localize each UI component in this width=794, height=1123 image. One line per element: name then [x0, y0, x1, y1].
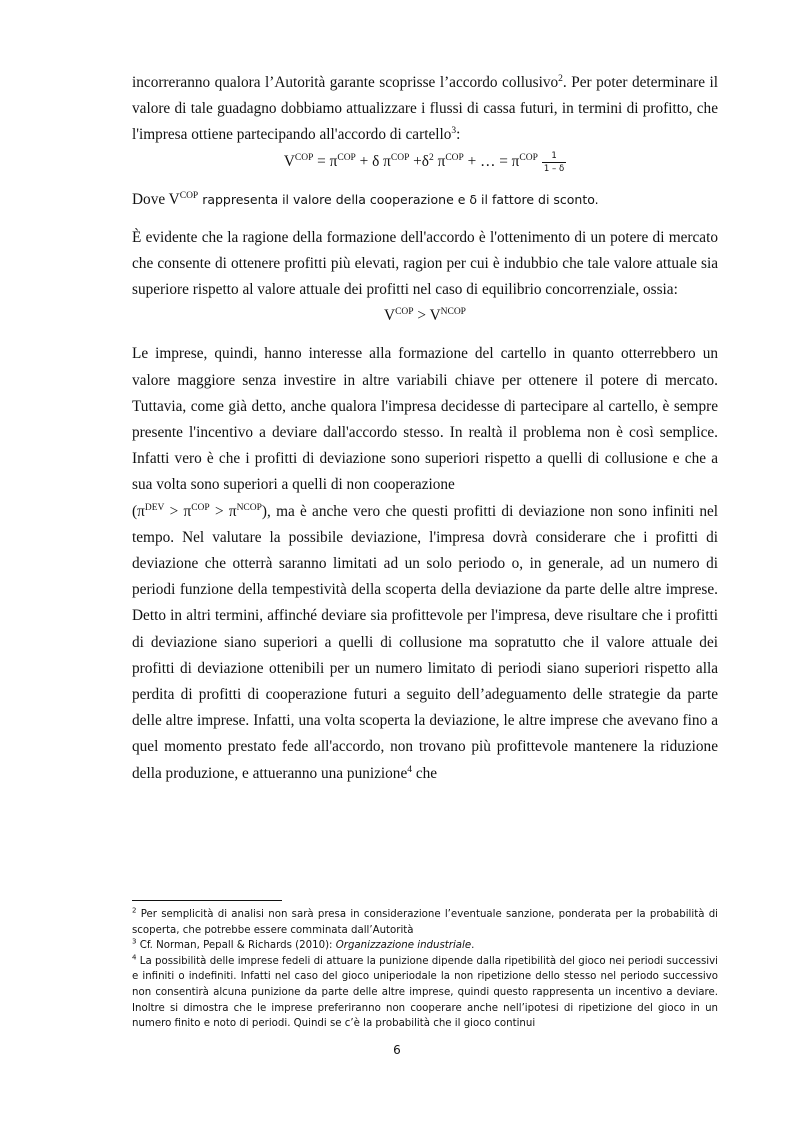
paragraph-text: . Per poter determinare il valore di tale guadagno dobbiamo attualizzare i flussi di cassa futuri, in termini di profitto, che l'impresa ottiene partecipando all'accordo di cartello	[132, 74, 718, 144]
formula-term: = π	[499, 152, 520, 170]
paragraph-text: rappresenta il valore della cooperazione e δ il fattore di sconto.	[198, 191, 599, 207]
formula-superscript: COP	[390, 152, 410, 163]
formula-term: > V	[413, 307, 441, 325]
formula-superscript: COP	[191, 502, 210, 513]
footnote-text: Per semplicità di analisi non sarà presa in considerazione l’eventuale sanzione, ponderata per la probabilità di scoperta, che potrebbe essere comminata dall’Autorità	[132, 909, 718, 936]
formula-superscript: COP	[294, 152, 314, 163]
paragraph-4	[132, 341, 718, 786]
formula-term: + δ π	[355, 152, 391, 170]
footnotes	[132, 900, 718, 1032]
fraction-denominator: 1 – δ	[543, 163, 565, 174]
formula-superscript: COP	[395, 307, 414, 318]
footnote-text: La possibilità delle imprese fedeli di attuare la punizione dipende dalla ripetibilità del gioco nei periodi successivi e infiniti o indefiniti. Infatti nel caso del gioco uniperiodale la non ripetizione dello stesso nel periodo successivo non consentirà alcuna punizione da parte delle altre imprese, quindi questo rappresenta un incentivo a deviare. Inoltre si dimostra che le imprese preferiranno non cooperare anche nell’ipotesi di ripetizione del gioco in un numero finito e noto di periodi. Quindi se c’è la probabilità che il gioco continui	[132, 955, 718, 1030]
paragraph-text: :	[456, 126, 461, 144]
footnote-text: .	[471, 940, 475, 952]
formula-term: +δ	[409, 152, 430, 170]
formula-term: > π	[164, 502, 192, 520]
footnote-number: 4	[132, 953, 137, 962]
paragraph-text: ), ma è anche vero che questi profitti di deviazione non sono infiniti nel tempo. Nel valutare la possibile deviazione, l'impresa dovrà considerare che i profitti di deviazione che otterrà saranno limitati ad un solo periodo o, in generale, ad un numero di periodi funzione della tempestività della scoperta della deviazione da parte delle altre imprese. Detto in altri termini, affinché deviare sia profittevole per l'impresa, deve risultare che i profitti di deviazione siano superiori a quelli di collusione ma sopratutto che il valore attuale dei profitti di deviazione ottenibili per un numero limitato di periodi siano superiori rispetto alla perdita di profitti di cooperazione futuri a seguito dell’adeguamento delle strategie da parte delle altre imprese. Infatti, una volta scoperta la deviazione, le altre imprese che avevano fino a quel momento prestato fede all'accordo, non trovano più profittevole mantenere la riduzione della produzione, e attueranno una punizione	[132, 502, 719, 782]
formula-superscript: DEV	[144, 502, 165, 513]
formula-term: (π	[132, 502, 145, 520]
formula-fraction	[542, 150, 566, 175]
paragraph-1	[132, 70, 718, 149]
formula-term: V	[384, 307, 396, 325]
paragraph-3: È evidente che la ragione della formazione dell'accordo è l'ottenimento di un potere di mercato che consente di ottenere profitti più elevati, ragion per cui è indubbio che tale valore attuale sia superiore rispetto al valore attuale dei profitti nel caso di equilibrio concorrenziale, ossia:	[132, 228, 718, 299]
footnote-2	[132, 907, 718, 938]
footnote-divider	[132, 900, 282, 901]
formula-term: V	[283, 152, 295, 170]
formula-superscript: NCOP	[440, 307, 466, 318]
formula-superscript: COP	[519, 152, 538, 163]
footnote-text: Cf. Norman, Pepall & Richards (2010):	[136, 940, 336, 952]
formula-term: = π	[313, 152, 338, 170]
formula-superscript: COP	[179, 190, 199, 201]
page-number: 6	[393, 1043, 401, 1057]
footnote-3	[132, 938, 718, 954]
formula-term: + …	[463, 152, 500, 170]
footnote-ref[interactable]: 3	[451, 126, 457, 137]
footnote-4	[132, 954, 718, 1032]
formula-superscript: COP	[445, 152, 464, 163]
formula-superscript: NCOP	[236, 502, 262, 513]
paragraph-2	[132, 187, 718, 213]
formula-term: > π	[209, 502, 237, 520]
paragraph-text: Dove V	[132, 190, 180, 208]
footnote-ref[interactable]: 4	[407, 764, 412, 775]
formula-superscript: 2	[429, 152, 434, 163]
footnote-title: Organizzazione industriale	[335, 940, 472, 952]
formula-present-value	[132, 149, 718, 175]
footnote-number: 2	[132, 906, 137, 915]
fraction-numerator: 1	[542, 150, 566, 163]
formula-term: π	[433, 152, 446, 170]
paragraph-text: Le imprese, quindi, hanno interesse alla formazione del cartello in quanto otterrebbero un valore maggiore senza investire in altre variabili chiave per ottenere il potere di mercato. Tuttavia, come già detto, anche qualora l'impresa decidesse di partecipare al cartello, è sempre presente l'incentivo a deviare dall'accordo stesso. In realtà il problema non è così semplice. Infatti vero è che i profitti di deviazione sono superiori rispetto a quelli di collusione e che a sua volta sono superiori a quelli di non cooperazione	[132, 345, 718, 494]
formula-superscript: COP	[337, 152, 356, 163]
page-body	[132, 70, 718, 787]
paragraph-text: incorreranno qualora l’Autorità garante scoprisse l’accordo collusivo	[132, 74, 559, 91]
formula-inequality	[132, 303, 718, 329]
footnote-number: 3	[132, 937, 137, 946]
paragraph-text: che	[412, 764, 438, 782]
footnote-ref[interactable]: 2	[558, 73, 563, 84]
